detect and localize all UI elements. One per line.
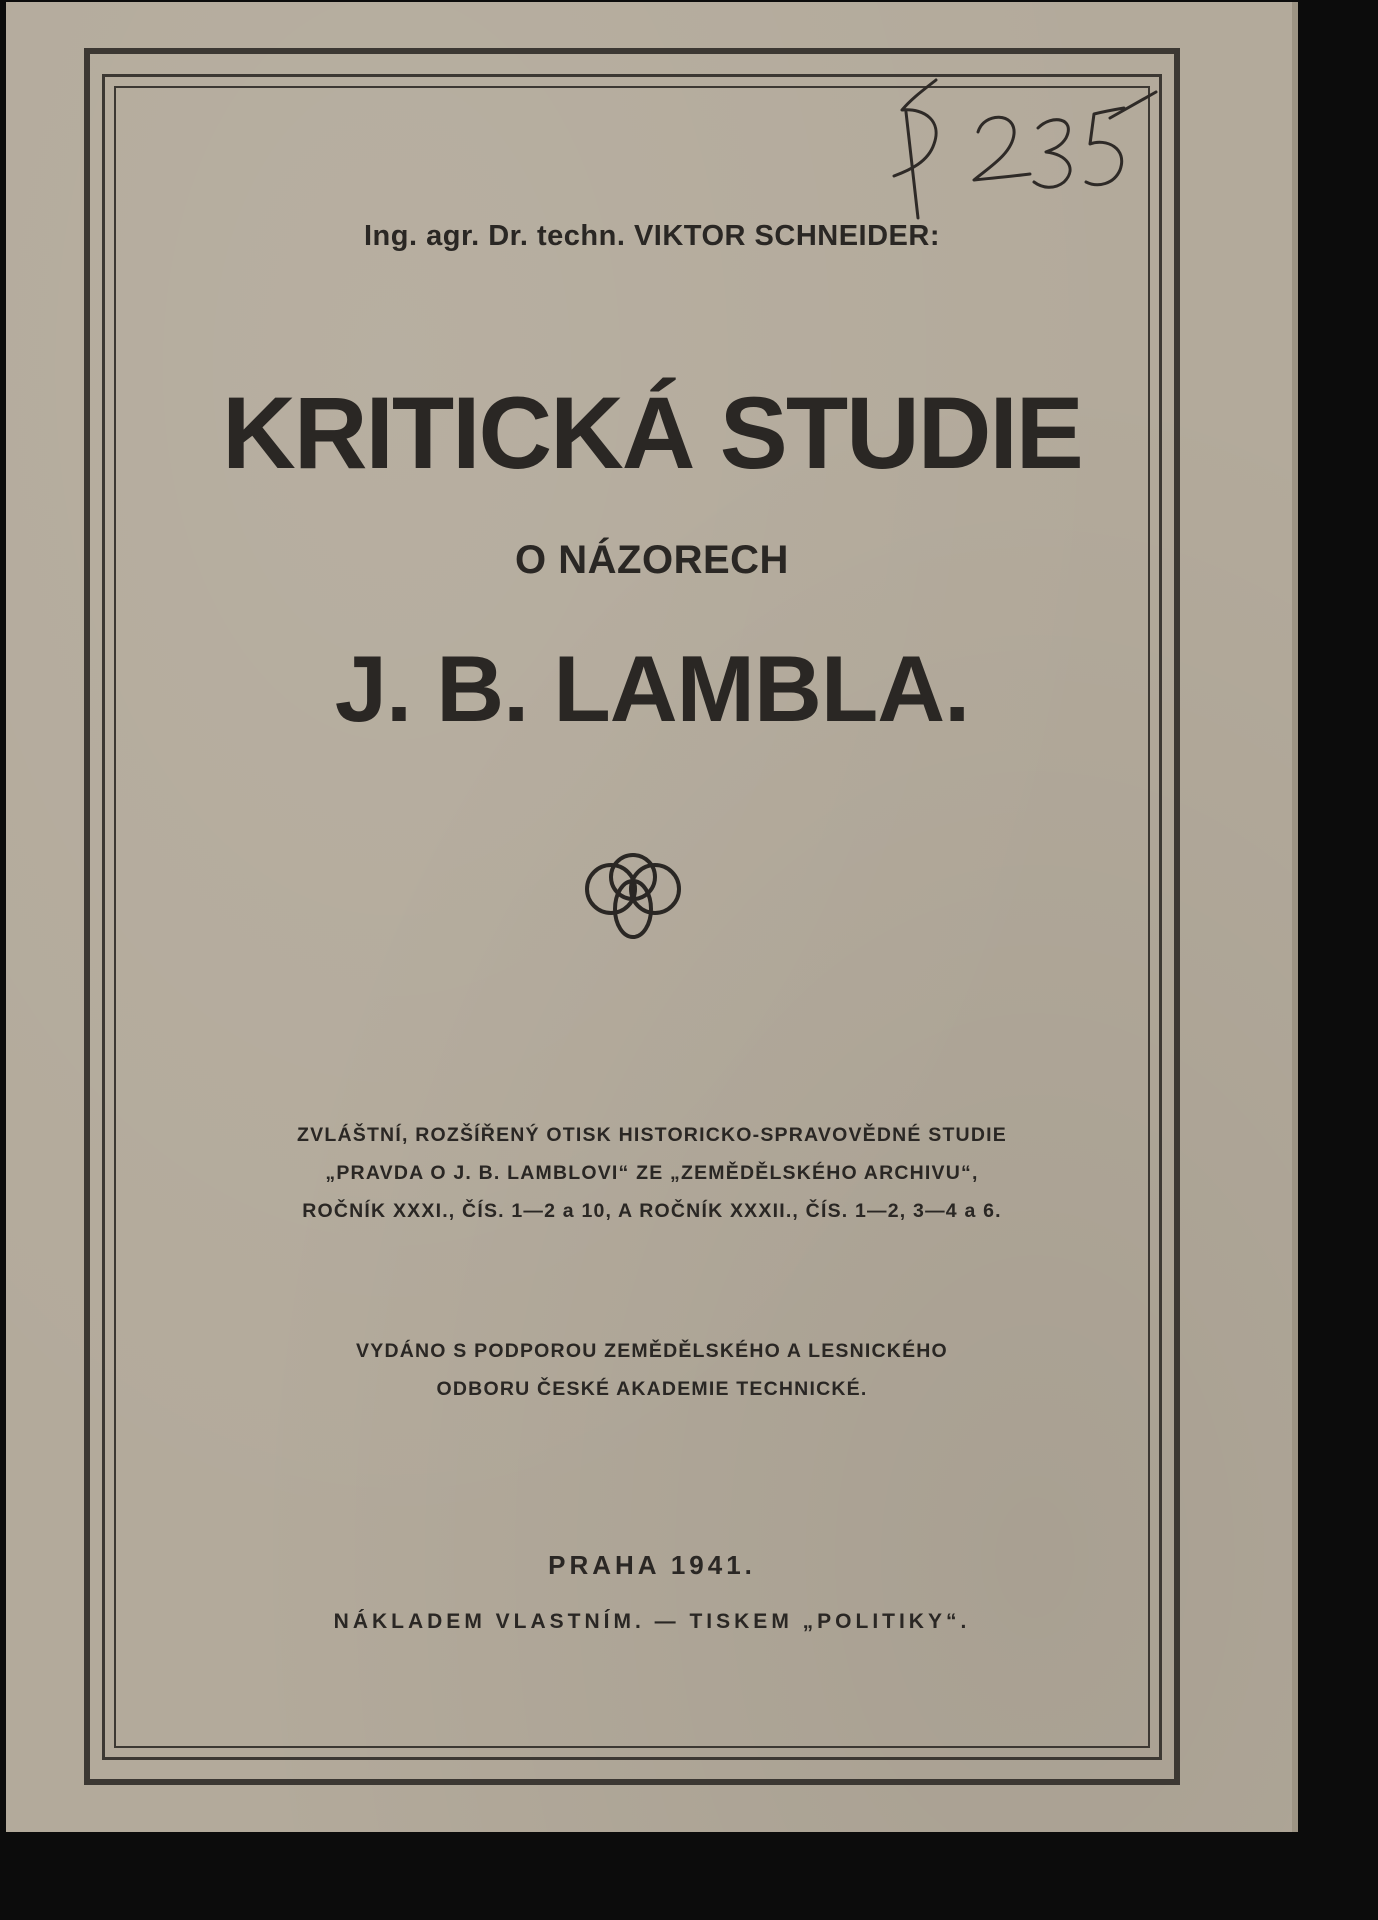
note-line-3: ROČNÍK XXXI., ČÍS. 1—2 a 10, A ROČNÍK XXXII., ČÍS. 1—2, 3—4 a 6. [302,1200,1002,1222]
publisher-ornament-icon [581,847,685,943]
support-line-2: ODBORU ČESKÉ AKADEMIE TECHNICKÉ. [436,1378,868,1400]
title-main: KRITICKÁ STUDIE [222,376,1082,490]
note-line-1: ZVLÁŠTNÍ, ROZŠÍŘENÝ OTISK HISTORICKO-SPRAVOVĚDNÉ STUDIE [297,1124,1007,1146]
handwritten-shelf-number [866,58,1166,228]
place-and-year: PRAHA 1941. [548,1550,756,1580]
title-subtitle: O NÁZORECH [515,538,789,582]
support-line-1: VYDÁNO S PODPOROU ZEMĚDĚLSKÉHO A LESNICKÉHO [356,1340,948,1362]
publisher-line: NÁKLADEM VLASTNÍM. — TISKEM „POLITIKY“. [333,1610,971,1633]
book-cover [6,2,1298,1832]
author-line: Ing. agr. Dr. techn. VIKTOR SCHNEIDER: [364,220,940,252]
title-subject: J. B. LAMBLA. [334,636,970,741]
note-line-2: „PRAVDA O J. B. LAMBLOVI“ ZE „ZEMĚDĚLSKÉHO ARCHIVU“, [325,1162,979,1184]
